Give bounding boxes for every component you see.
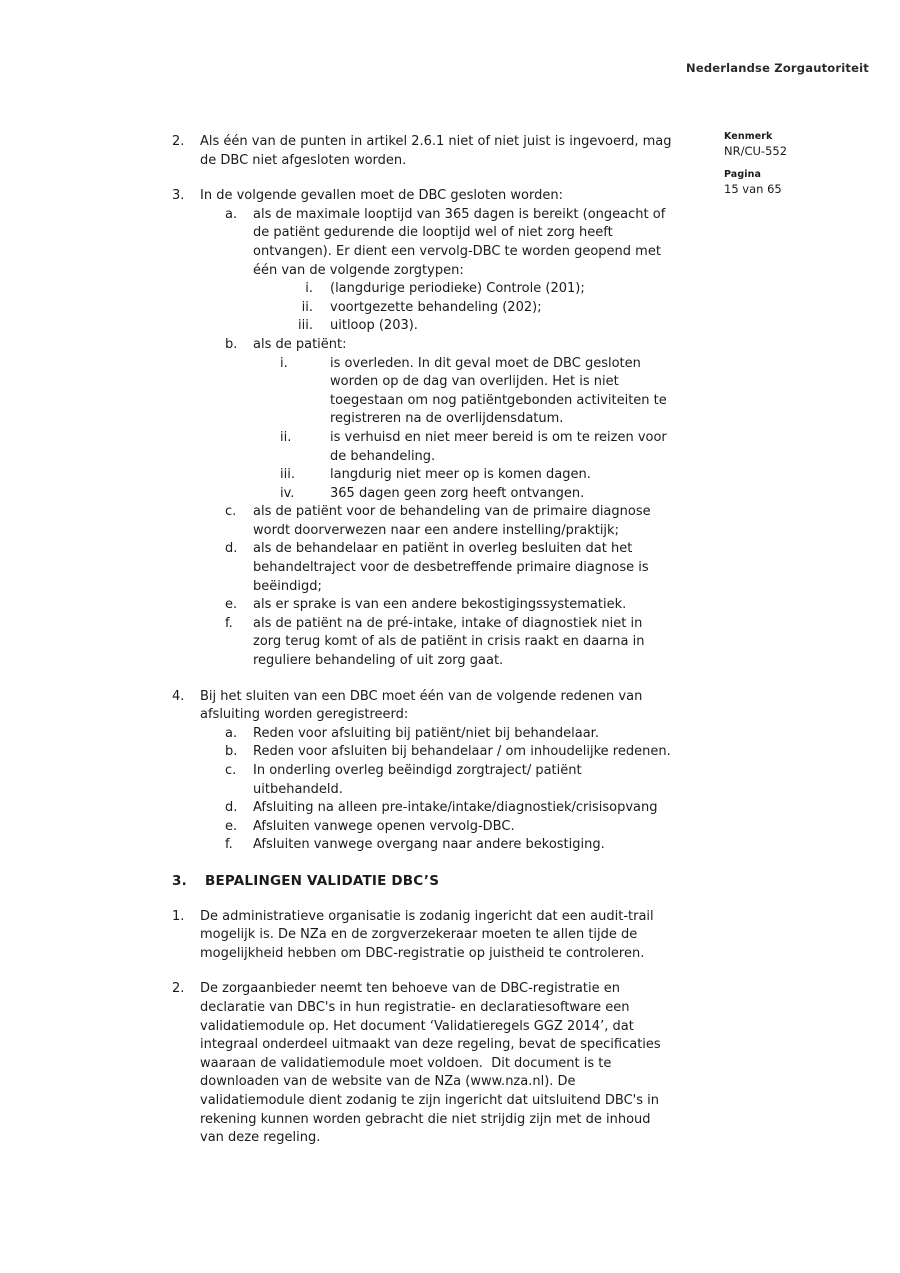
sub-item-4b (225, 743, 672, 762)
sub-item-3c (225, 503, 672, 540)
kenmerk-group (724, 131, 874, 158)
item-marker: ii. (301, 299, 313, 315)
item-body (200, 187, 672, 670)
item-marker: c. (225, 763, 237, 778)
roman-item-3a-i (280, 280, 672, 299)
list-item-2 (172, 133, 672, 170)
item-text: is verhuisd en niet meer bereid is om te reizen voor de behandeling. (330, 429, 667, 464)
item-intro: In de volgende gevallen moet de DBC gesloten worden: (200, 188, 563, 204)
item-marker: d. (225, 541, 238, 557)
item-text: als de patiënt voor de behandeling van de primaire diagnose wordt doorverwezen naar een andere instelling/praktijk; (253, 504, 651, 538)
item-text: Als één van de punten in artikel 2.6.1 niet of niet juist is ingevoerd, mag de DBC niet afgesloten worden. (200, 134, 672, 168)
item-marker: a. (225, 206, 238, 222)
section-heading-validatie (172, 872, 672, 891)
item-text: Afsluiting na alleen pre-intake/intake/diagnostiek/crisisopvang (253, 800, 658, 816)
item-text: (langdurige periodieke) Controle (201); (330, 281, 585, 297)
roman-item-3a-ii (280, 299, 672, 318)
item-marker: b. (225, 744, 238, 760)
item-marker: iii. (298, 318, 313, 334)
list-item-4 (172, 688, 672, 855)
roman-item-3a-iii (280, 317, 672, 336)
item-text: Reden voor afsluiten bij behandelaar / om inhoudelijke redenen. (253, 744, 671, 760)
sub-item-4c (225, 762, 672, 799)
item-text: De administratieve organisatie is zodanig ingericht dat een audit-trail mogelijk is. De NZa en de zorgverzekeraar moeten te allen tijde de mogelijkheid hebben om DBC-registratie op juistheid te controleren. (200, 908, 654, 961)
item-text: 365 dagen geen zorg heeft ontvangen. (330, 485, 585, 501)
item-marker: e. (225, 818, 238, 834)
heading-number: 3. (172, 872, 187, 889)
heading-text: BEPALINGEN VALIDATIE DBC’S (205, 872, 440, 889)
sub-item-3e (225, 596, 672, 615)
item-text: Afsluiten vanwege openen vervolg-DBC. (253, 818, 515, 834)
list-item-3 (172, 187, 672, 670)
item-text: De zorgaanbieder neemt ten behoeve van de DBC-registratie en declaratie van DBC's in hun registratie- en declaratiesoftware een validatiemodule op. Het document ‘Validatieregels GGZ 2014’, dat integraal onderdeel uitmaakt van deze regeling, bevat de specificaties waaraan de validatiemodule moet voldoen. Dit document is te downloaden van de website van de NZa (www.nza.nl). De validatiemodule dient zodanig te zijn ingericht dat uitsluitend DBC's in rekening kunnen worden gebracht die niet strijdig zijn met de inhoud van deze regeling. (200, 981, 661, 1146)
kenmerk-value: NR/CU-552 (724, 144, 788, 158)
item-marker: 2. (172, 981, 185, 997)
item-marker: a. (225, 725, 238, 741)
kenmerk-label: Kenmerk (724, 131, 773, 142)
item-marker: 1. (172, 908, 185, 924)
document-body (172, 133, 672, 1165)
item-marker: f. (225, 837, 233, 853)
nza-logo: Nederlandse Zorgautoriteit (686, 61, 869, 75)
sub-item-3f (225, 615, 672, 671)
item-marker: 2. (172, 134, 185, 149)
pagina-value: 15 van 65 (724, 182, 782, 196)
item-marker: 4. (172, 688, 185, 704)
sub-item-4a (225, 725, 672, 744)
item-text: voortgezette behandeling (202); (330, 299, 542, 315)
sub-item-3b (225, 336, 672, 503)
item-marker: ii. (280, 429, 292, 445)
sub-item-4f (225, 836, 672, 855)
pagina-label: Pagina (724, 169, 761, 180)
roman-item-3b-iii (280, 466, 672, 485)
item-marker: b. (225, 336, 238, 352)
roman-item-3b-ii (280, 429, 672, 466)
meta-sidebar (724, 131, 874, 196)
sub-item-3a (225, 206, 672, 336)
item-text: In onderling overleg beëindigd zorgtraject/ patiënt uitbehandeld. (253, 763, 582, 797)
sub-item-4e (225, 818, 672, 837)
validatie-item-1 (172, 908, 672, 964)
sub-item-3d (225, 540, 672, 596)
item-marker: d. (225, 800, 238, 816)
item-text: als de behandelaar en patiënt in overleg besluiten dat het behandeltraject voor de desbetreffende primaire diagnose is beëindigd; (253, 541, 649, 594)
item-body (253, 336, 672, 503)
item-marker: 3. (172, 188, 185, 204)
sub-item-4d (225, 799, 672, 818)
item-marker: f. (225, 615, 233, 631)
item-marker: iii. (280, 467, 295, 483)
item-marker: iv. (280, 485, 295, 501)
roman-item-3b-i (280, 355, 672, 429)
item-marker: i. (305, 281, 313, 297)
item-text: Afsluiten vanwege overgang naar andere bekostiging. (253, 837, 605, 853)
validatie-item-2 (172, 980, 672, 1147)
item-text: uitloop (203). (330, 318, 418, 334)
item-marker: e. (225, 597, 238, 613)
item-text: als de maximale looptijd van 365 dagen is bereikt (ongeacht of de patiënt gedurende die looptijd wel of niet zorg heeft ontvangen). Er dient een vervolg-DBC te worden geopend met één van de volgende zorgtypen: (253, 206, 666, 278)
item-intro: Bij het sluiten van een DBC moet één van de volgende redenen van afsluiting worden geregistreerd: (200, 688, 643, 723)
item-body (200, 688, 672, 855)
roman-item-3b-iv (280, 485, 672, 504)
item-text: is overleden. In dit geval moet de DBC gesloten worden op de dag van overlijden. Het is niet toegestaan om nog patiëntgebonden activiteiten te registreren na de overlijdensdatum. (330, 355, 667, 427)
item-text: als de patiënt na de pré-intake, intake of diagnostiek niet in zorg terug komt of als de patiënt in crisis raakt en daarna in reguliere behandeling of uit zorg gaat. (253, 615, 645, 669)
pagina-group (724, 169, 874, 196)
item-text: Reden voor afsluiting bij patiënt/niet bij behandelaar. (253, 725, 599, 741)
item-text: als de patiënt: (253, 336, 347, 352)
item-marker: i. (280, 355, 288, 371)
item-body (253, 206, 672, 336)
item-text: als er sprake is van een andere bekostigingssystematiek. (253, 597, 627, 613)
item-text: langdurig niet meer op is komen dagen. (330, 467, 591, 483)
item-marker: c. (225, 504, 237, 520)
